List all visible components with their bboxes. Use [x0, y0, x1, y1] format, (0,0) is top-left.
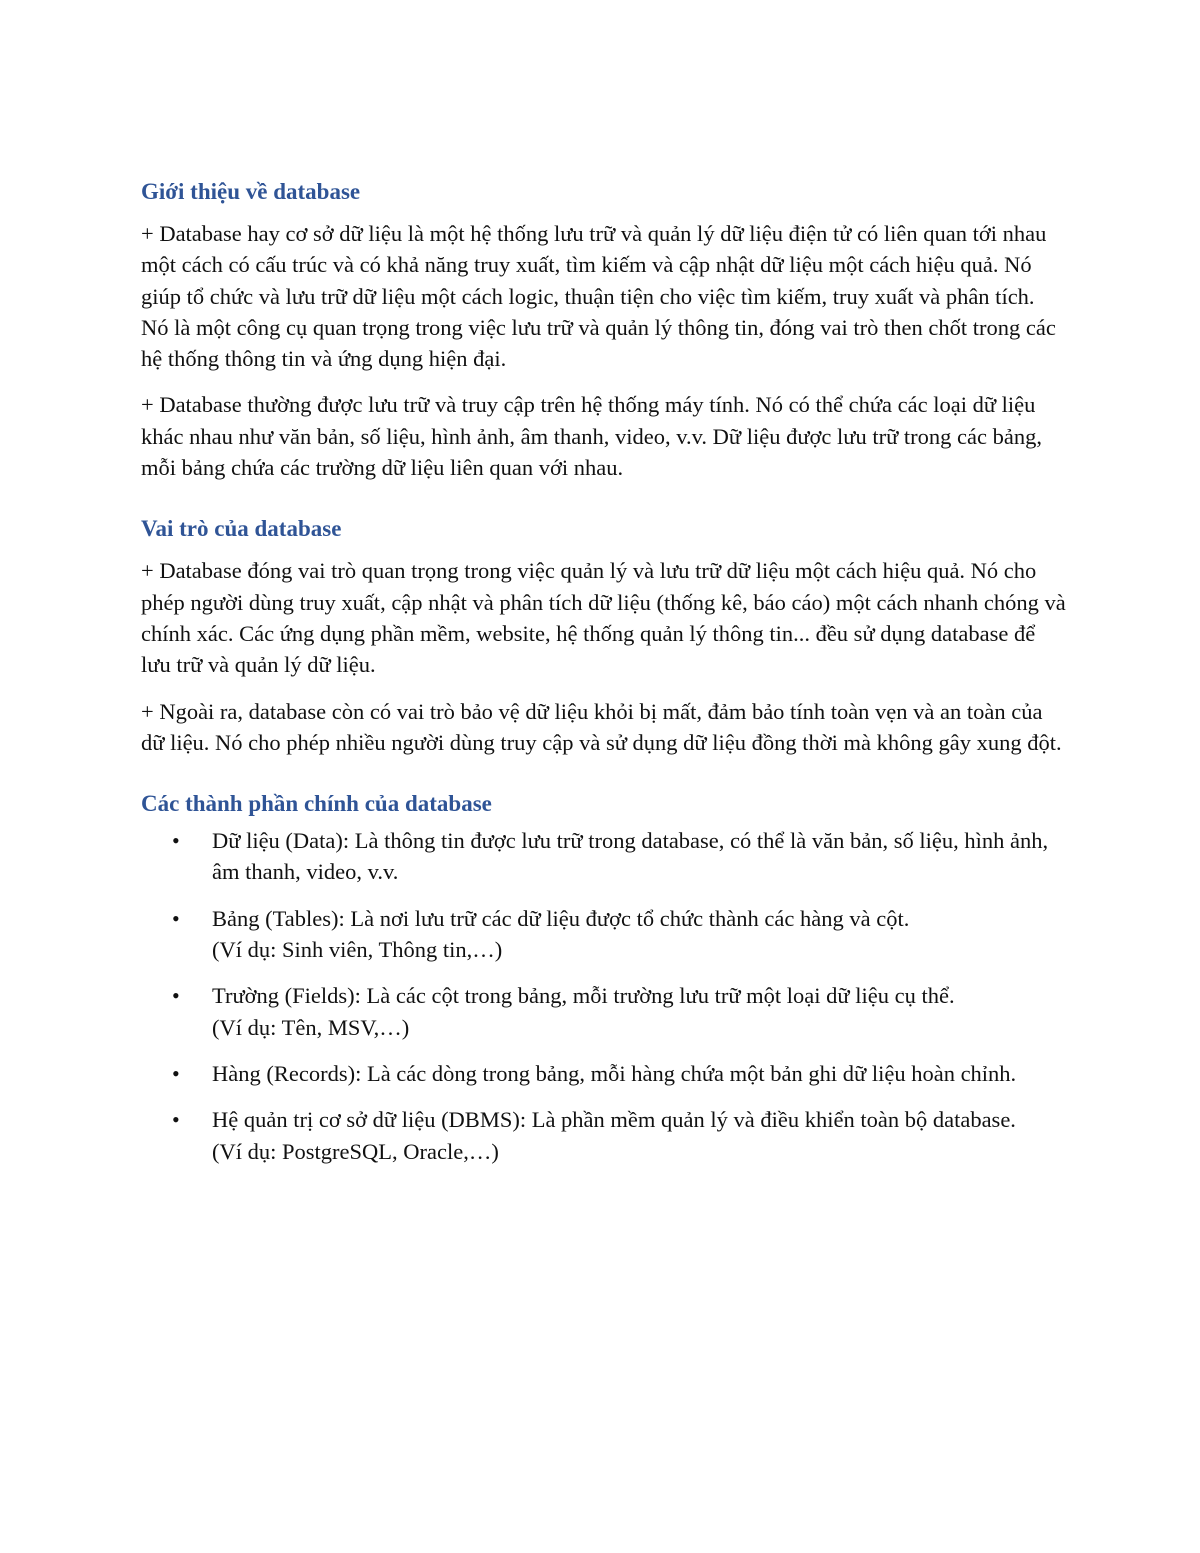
intro-paragraph-2: + Database thường được lưu trữ và truy cập trên hệ thống máy tính. Nó có thể chứa các loại dữ liệu khác nhau như văn bản, số liệu, hình ảnh, âm thanh, video, v.v. Dữ liệu được lưu trữ trong các bảng, mỗi bảng chứa các trường dữ liệu liên quan với nhau. [141, 392, 1042, 481]
bullet-icon: • [172, 905, 180, 931]
list-item-example: (Ví dụ: Tên, MSV,…) [212, 1014, 410, 1040]
section-heading-components: Các thành phần chính của database [141, 791, 492, 817]
section-heading-role: Vai trò của database [141, 516, 342, 542]
list-item [141, 1104, 1066, 1167]
list-item-text: Trường (Fields): Là các cột trong bảng, mỗi trường lưu trữ một loại dữ liệu cụ thể. [212, 983, 955, 1009]
list-item [141, 903, 1066, 966]
list-item-text: Dữ liệu (Data): Là thông tin được lưu trữ trong database, có thể là văn bản, số liệu, hình ảnh, âm thanh, video, v.v. [212, 828, 1049, 885]
list-item-text: Hệ quản trị cơ sở dữ liệu (DBMS): Là phần mềm quản lý và điều khiển toàn bộ database. [212, 1107, 1016, 1133]
intro-paragraph-1: + Database hay cơ sở dữ liệu là một hệ thống lưu trữ và quản lý dữ liệu điện tử có liên quan tới nhau một cách có cấu trúc và có khả năng truy xuất, tìm kiếm và cập nhật dữ liệu một cách hiệu quả. Nó giúp tổ chức và lưu trữ dữ liệu một cách logic, thuận tiện cho việc tìm kiếm, truy xuất và phân tích. Nó là một công cụ quan trọng trong việc lưu trữ và quản lý thông tin, đóng vai trò then chốt trong các hệ thống thông tin và ứng dụng hiện đại. [141, 221, 1056, 372]
list-item-example: (Ví dụ: Sinh viên, Thông tin,…) [212, 937, 503, 963]
bullet-icon: • [172, 828, 180, 854]
bullet-icon: • [172, 983, 180, 1009]
list-item-text: Bảng (Tables): Là nơi lưu trữ các dữ liệu được tổ chức thành các hàng và cột. [212, 905, 910, 931]
role-paragraph-2: + Ngoài ra, database còn có vai trò bảo vệ dữ liệu khỏi bị mất, đảm bảo tính toàn vẹn và an toàn của dữ liệu. Nó cho phép nhiều người dùng truy cập và sử dụng dữ liệu đồng thời mà không gây xung đột. [141, 698, 1062, 755]
list-item-example: (Ví dụ: PostgreSQL, Oracle,…) [212, 1138, 499, 1164]
list-item-text: Hàng (Records): Là các dòng trong bảng, mỗi hàng chứa một bản ghi dữ liệu hoàn chỉnh. [212, 1060, 1017, 1086]
list-item [141, 1058, 1066, 1089]
role-paragraph-1: + Database đóng vai trò quan trọng trong việc quản lý và lưu trữ dữ liệu một cách hiệu quả. Nó cho phép người dùng truy xuất, cập nhật và phân tích dữ liệu (thống kê, báo cáo) một cách nhanh chóng và chính xác. Các ứng dụng phần mềm, website, hệ thống quản lý thông tin... đều sử dụng database để lưu trữ và quản lý dữ liệu. [141, 558, 1066, 678]
list-item [141, 825, 1066, 888]
document-page [141, 175, 1066, 1182]
list-item [141, 980, 1066, 1043]
section-heading-intro: Giới thiệu về database [141, 179, 361, 204]
bullet-icon: • [172, 1060, 180, 1086]
components-list [141, 825, 1066, 1167]
bullet-icon: • [172, 1107, 180, 1133]
